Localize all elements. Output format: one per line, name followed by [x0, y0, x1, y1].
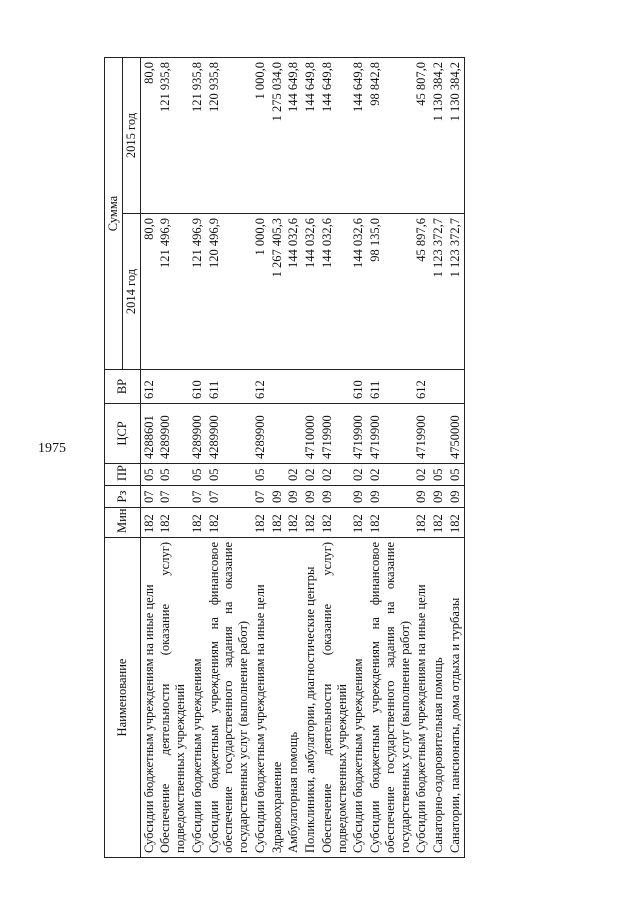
row-rz: 09	[302, 486, 319, 508]
row-pr: 02	[367, 464, 413, 486]
row-sum-2015: 144 649,8	[350, 58, 367, 214]
row-min: 182	[140, 508, 157, 538]
row-csr: 4750000	[447, 404, 464, 464]
row-rz: 07	[206, 486, 252, 508]
row-vr: 610	[189, 370, 206, 404]
row-rz: 09	[430, 486, 447, 508]
row-pr: 05	[252, 464, 269, 486]
row-csr: 4289900	[206, 404, 252, 464]
row-csr: 4719900	[319, 404, 351, 464]
row-min: 182	[430, 508, 447, 538]
row-sum-2014: 45 897,6	[413, 214, 430, 370]
row-rz: 07	[140, 486, 157, 508]
row-sum-2015: 144 649,8	[302, 58, 319, 214]
row-name: Субсидии бюджетным учреждениям	[189, 538, 206, 858]
header-vr: ВР	[105, 370, 141, 404]
header-year-2014: 2014 год	[122, 214, 140, 370]
row-sum-2015: 120 935,8	[206, 58, 252, 214]
row-min: 182	[157, 508, 189, 538]
row-name: Амбулаторная помощь	[285, 538, 302, 858]
row-pr: 02	[285, 464, 302, 486]
row-csr: 4710000	[302, 404, 319, 464]
row-pr: 02	[319, 464, 351, 486]
row-vr: 612	[413, 370, 430, 404]
row-name: Субсидии бюджетным учреждениям на иные цели	[413, 538, 430, 858]
row-min: 182	[447, 508, 464, 538]
row-min: 182	[206, 508, 252, 538]
table-row	[140, 58, 157, 858]
table-row	[350, 58, 367, 858]
table-row	[285, 58, 302, 858]
row-csr: 4289900	[157, 404, 189, 464]
row-rz: 07	[157, 486, 189, 508]
row-vr	[302, 370, 319, 404]
row-min: 182	[269, 508, 286, 538]
row-name: Обеспечение деятельности (оказание услуг) подведомственных учреждений	[319, 538, 351, 858]
table-row	[319, 58, 351, 858]
row-csr: 4719900	[350, 404, 367, 464]
row-vr: 611	[206, 370, 252, 404]
page-number: 1975	[38, 441, 66, 456]
row-name: Санаторно-оздоровительная помощь	[430, 538, 447, 858]
row-name: Субсидии бюджетным учреждениям на иные цели	[252, 538, 269, 858]
row-pr: 05	[140, 464, 157, 486]
row-csr	[430, 404, 447, 464]
row-vr	[269, 370, 286, 404]
row-rz: 07	[189, 486, 206, 508]
row-csr: 4719900	[413, 404, 430, 464]
table-row	[302, 58, 319, 858]
row-csr: 4289900	[252, 404, 269, 464]
row-min: 182	[319, 508, 351, 538]
row-name: Санатории, пансионаты, дома отдыха и турбазы	[447, 538, 464, 858]
table-row	[413, 58, 430, 858]
table-row	[206, 58, 252, 858]
row-pr: 02	[413, 464, 430, 486]
table-row	[367, 58, 413, 858]
row-min: 182	[302, 508, 319, 538]
row-sum-2014: 144 032,6	[350, 214, 367, 370]
row-pr: 05	[189, 464, 206, 486]
row-sum-2014: 1 123 372,7	[447, 214, 464, 370]
rotated-table-page	[104, 58, 558, 858]
row-sum-2015: 45 807,0	[413, 58, 430, 214]
row-pr: 02	[350, 464, 367, 486]
row-vr	[447, 370, 464, 404]
row-csr: 4719900	[367, 404, 413, 464]
table-row	[447, 58, 464, 858]
header-pr: ПР	[105, 464, 141, 486]
budget-table	[104, 57, 465, 858]
table-row	[430, 58, 447, 858]
row-vr: 612	[140, 370, 157, 404]
table-row	[252, 58, 269, 858]
row-sum-2015: 1 000,0	[252, 58, 269, 214]
header-year-2015: 2015 год	[122, 58, 140, 214]
row-vr: 610	[350, 370, 367, 404]
row-sum-2014: 120 496,9	[206, 214, 252, 370]
row-sum-2015: 121 935,8	[157, 58, 189, 214]
row-sum-2014: 80,0	[140, 214, 157, 370]
row-min: 182	[189, 508, 206, 538]
row-rz: 09	[269, 486, 286, 508]
row-sum-2015: 144 649,8	[285, 58, 302, 214]
row-min: 182	[413, 508, 430, 538]
row-sum-2014: 98 135,0	[367, 214, 413, 370]
row-name: Субсидии бюджетным учреждениям на финансовое обеспечение государственного задания на оказание государственных услуг (выполнение работ)	[367, 538, 413, 858]
table-row	[269, 58, 286, 858]
row-rz: 09	[319, 486, 351, 508]
table-body	[140, 58, 464, 858]
row-csr: 4288601	[140, 404, 157, 464]
header-csr: ЦСР	[105, 404, 141, 464]
row-vr	[430, 370, 447, 404]
row-pr: 05	[206, 464, 252, 486]
row-rz: 09	[285, 486, 302, 508]
row-min: 182	[350, 508, 367, 538]
row-csr	[285, 404, 302, 464]
row-sum-2015: 1 130 384,2	[430, 58, 447, 214]
row-rz: 09	[367, 486, 413, 508]
row-min: 182	[285, 508, 302, 538]
row-sum-2014: 1 267 405,3	[269, 214, 286, 370]
row-sum-2015: 1 130 384,2	[447, 58, 464, 214]
row-sum-2014: 144 032,6	[302, 214, 319, 370]
row-vr: 611	[367, 370, 413, 404]
row-name: Субсидии бюджетным учреждениям	[350, 538, 367, 858]
row-sum-2014: 144 032,6	[285, 214, 302, 370]
row-min: 182	[367, 508, 413, 538]
row-sum-2014: 1 123 372,7	[430, 214, 447, 370]
row-pr	[269, 464, 286, 486]
row-pr: 05	[157, 464, 189, 486]
row-sum-2014: 144 032,6	[319, 214, 351, 370]
row-sum-2015: 144 649,8	[319, 58, 351, 214]
row-vr	[319, 370, 351, 404]
row-name: Обеспечение деятельности (оказание услуг) подведомственных учреждений	[157, 538, 189, 858]
row-vr	[157, 370, 189, 404]
row-csr	[269, 404, 286, 464]
row-rz: 09	[447, 486, 464, 508]
row-name: Поликлиники, амбулатории, диагностические центры	[302, 538, 319, 858]
row-pr: 05	[447, 464, 464, 486]
row-rz: 09	[413, 486, 430, 508]
row-sum-2014: 1 000,0	[252, 214, 269, 370]
row-min: 182	[252, 508, 269, 538]
row-name: Субсидии бюджетным учреждениям на иные цели	[140, 538, 157, 858]
row-rz: 09	[350, 486, 367, 508]
table-row	[157, 58, 189, 858]
row-sum-2015: 121 935,8	[189, 58, 206, 214]
header-name: Наименование	[105, 538, 141, 858]
row-sum-2015: 1 275 034,0	[269, 58, 286, 214]
row-vr	[285, 370, 302, 404]
header-rz: Рз	[105, 486, 141, 508]
row-sum-2015: 98 842,8	[367, 58, 413, 214]
row-vr: 612	[252, 370, 269, 404]
row-pr: 05	[430, 464, 447, 486]
table-row	[189, 58, 206, 858]
row-sum-2015: 80,0	[140, 58, 157, 214]
row-name: Здравоохранение	[269, 538, 286, 858]
row-sum-2014: 121 496,9	[189, 214, 206, 370]
row-csr: 4289900	[189, 404, 206, 464]
row-pr: 02	[302, 464, 319, 486]
row-sum-2014: 121 496,9	[157, 214, 189, 370]
header-min: Мин	[105, 508, 141, 538]
header-sum: Сумма	[105, 58, 123, 370]
row-rz: 07	[252, 486, 269, 508]
row-name: Субсидии бюджетным учреждениям на финансовое обеспечение государственного задания на оказание государственных услуг (выполнение работ)	[206, 538, 252, 858]
